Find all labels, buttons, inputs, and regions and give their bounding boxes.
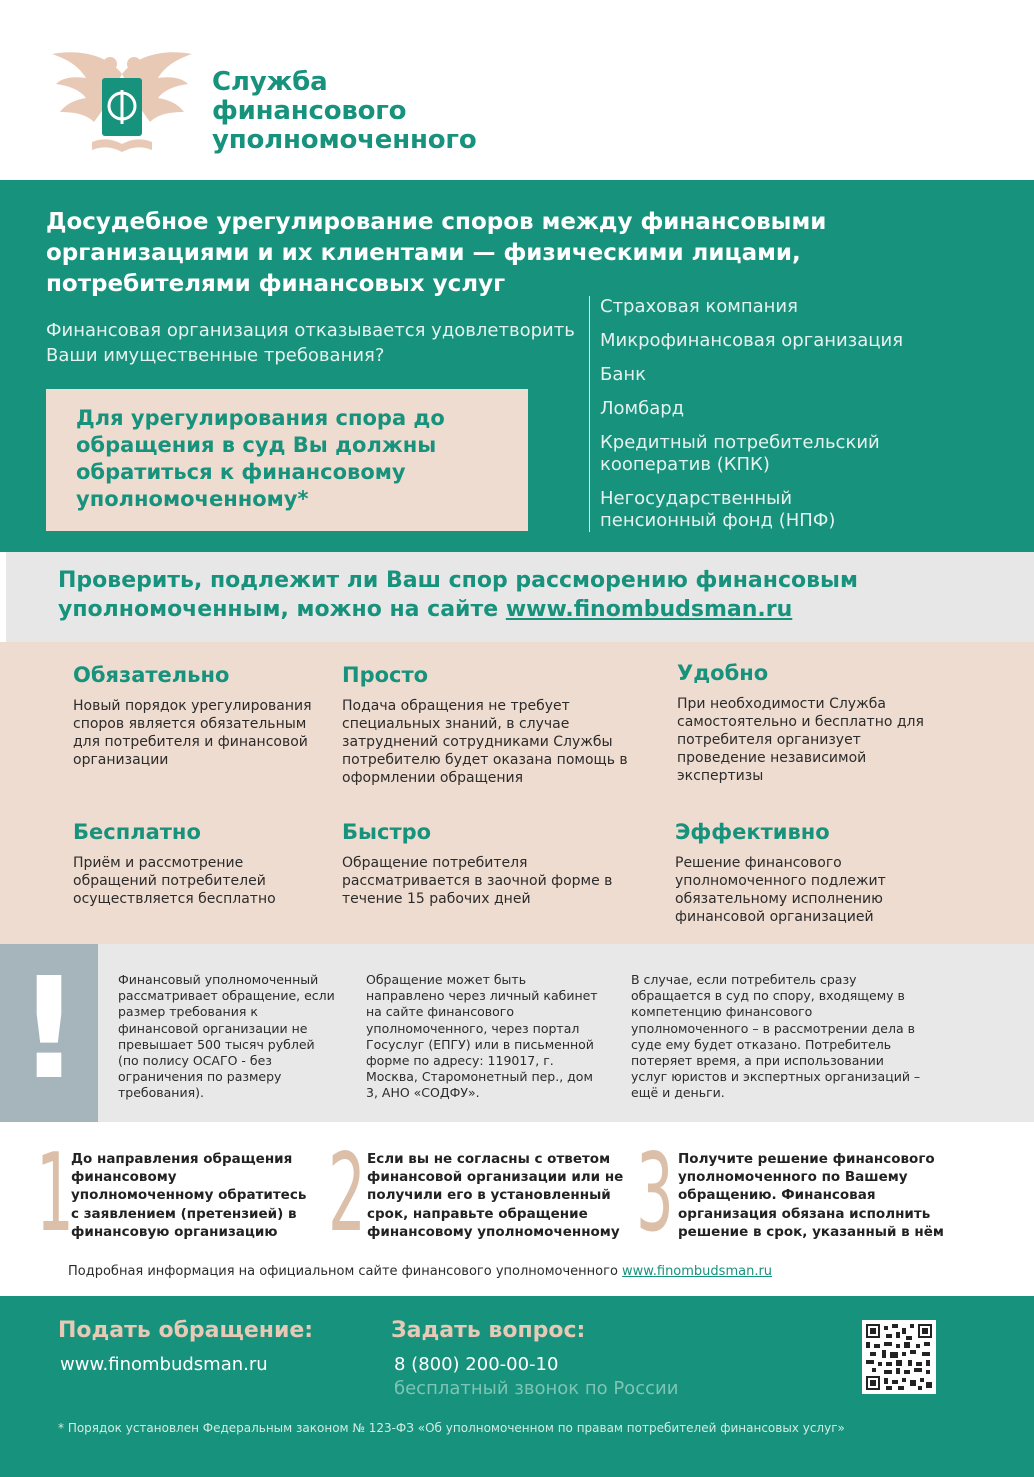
feature-mandatory bbox=[73, 663, 323, 769]
submit-title: Подать обращение: bbox=[58, 1318, 314, 1343]
step-text-2: Если вы не согласны с ответом финансовой организации или не получили его в установленный срок, направьте обращение финансовому уполномоченному bbox=[367, 1151, 624, 1240]
feature-convenient bbox=[677, 661, 937, 785]
feature-title: Удобно bbox=[677, 661, 769, 685]
org-bank: Банк bbox=[600, 364, 647, 385]
feature-title: Быстро bbox=[342, 820, 432, 844]
feature-title: Эффективно bbox=[675, 820, 830, 844]
hotline-phone[interactable]: 8 (800) 200-00-10 bbox=[394, 1354, 559, 1375]
more-info-link[interactable]: www.finombudsman.ru bbox=[622, 1264, 773, 1279]
more-info bbox=[68, 1264, 772, 1279]
org-name-line2: финансового bbox=[212, 96, 407, 126]
feature-title: Бесплатно bbox=[73, 820, 201, 844]
feature-text: Подача обращения не требует специальных знаний, в случае затруднений сотрудниками Службы потребителю будет оказана помощь в оформлении обращения bbox=[342, 698, 628, 786]
step-number-3: 3 bbox=[636, 1131, 674, 1256]
org-pawnshop: Ломбард bbox=[600, 398, 685, 419]
org-insurance: Страховая компания bbox=[600, 296, 798, 317]
org-name bbox=[212, 68, 476, 155]
warning-col-submission: Обращение может быть направлено через личный кабинет на сайте финансового уполномоченного, через портал Госуслуг (ЕПГУ) или в письменной форме по адресу: 119017, г. Москва, Старомонетный пер., дом 3, АНО «СОДФУ». bbox=[366, 972, 598, 1101]
step-number-2: 2 bbox=[328, 1131, 366, 1256]
feature-text: Новый порядок урегулирования споров является обязательным для потребителя и финансовой организации bbox=[73, 698, 312, 768]
feature-simple bbox=[342, 663, 632, 787]
eagle-emblem-icon bbox=[52, 44, 192, 164]
qr-code-pattern bbox=[866, 1324, 932, 1390]
organization-list bbox=[600, 296, 1020, 532]
feature-free bbox=[73, 820, 323, 908]
step-text-1: До направления обращения финансовому уполномоченному обратитесь с заявлением (претензией) в финансовую организацию bbox=[71, 1151, 307, 1240]
warning-col-court: В случае, если потребитель сразу обращается в суд по спору, входящему в компетенцию финансового уполномоченного – в рассмотрении дела в суде ему будет отказано. Потребитель потеряет время, а при использовании услуг юристов и экспертных организаций – ещё и деньги. bbox=[631, 972, 921, 1101]
step-number-1: 1 bbox=[36, 1131, 74, 1256]
feature-text: Приём и рассмотрение обращений потребителей осуществляется бесплатно bbox=[73, 855, 276, 907]
org-credit-coop: Кредитный потребительский кооператив (КПК) bbox=[600, 432, 880, 475]
step-text-3: Получите решение финансового уполномоченного по Вашему обращению. Финансовая организация обязана исполнить решение в срок, указанный в нём bbox=[678, 1151, 944, 1240]
feature-title: Просто bbox=[342, 663, 429, 687]
intro-divider bbox=[589, 296, 590, 532]
exclamation-icon: ! bbox=[17, 948, 81, 1111]
org-microfinance: Микрофинансовая организация bbox=[600, 330, 904, 351]
more-info-text: Подробная информация на официальном сайте финансового уполномоченного bbox=[68, 1264, 618, 1279]
feature-effective bbox=[675, 820, 935, 926]
feature-title: Обязательно bbox=[73, 663, 230, 687]
check-banner-text bbox=[58, 566, 1018, 624]
warning-col-limit: Финансовый уполномоченный рассматривает обращение, если размер требования к финансовой организации не превышает 500 тысяч рублей (по полису ОСАГО - без ограничения по размеру требования). bbox=[118, 972, 335, 1101]
feature-text: Решение финансового уполномоченного подлежит обязательному исполнению финансовой организацией bbox=[675, 855, 886, 925]
footnote: * Порядок установлен Федеральным законом № 123-ФЗ «Об уполномоченном по правам потребителей финансовых услуг» bbox=[58, 1421, 845, 1435]
qr-code-icon[interactable] bbox=[862, 1320, 936, 1394]
org-name-line3: уполномоченного bbox=[212, 125, 477, 155]
feature-text: При необходимости Служба самостоятельно и бесплатно для потребителя организует проведение независимой экспертизы bbox=[677, 696, 924, 784]
check-text: Проверить, подлежит ли Ваш спор рассморению финансовым уполномоченным, можно на сайте bbox=[58, 568, 858, 622]
hotline-note: бесплатный звонок по России bbox=[394, 1378, 679, 1399]
ask-title: Задать вопрос: bbox=[391, 1318, 586, 1343]
intro-callout-text: Для урегулирования спора до обращения в суд Вы должны обратиться к финансовому уполномоченному* bbox=[76, 406, 445, 511]
feature-fast bbox=[342, 820, 632, 908]
org-pension-fund: Негосударственный пенсионный фонд (НПФ) bbox=[600, 488, 836, 531]
check-banner-accent bbox=[0, 552, 6, 642]
intro-heading: Досудебное урегулирование споров между финансовыми организациями и их клиентами — физическими лицами, потребителями финансовых услуг bbox=[46, 209, 827, 297]
org-name-line1: Служба bbox=[212, 67, 328, 97]
submit-website-link[interactable]: www.finombudsman.ru bbox=[60, 1354, 268, 1375]
feature-text: Обращение потребителя рассматривается в заочной форме в течение 15 рабочих дней bbox=[342, 855, 613, 907]
check-website-link[interactable]: www.finombudsman.ru bbox=[505, 597, 793, 622]
intro-question: Финансовая организация отказывается удовлетворить Ваши имущественные требования? bbox=[46, 320, 575, 366]
